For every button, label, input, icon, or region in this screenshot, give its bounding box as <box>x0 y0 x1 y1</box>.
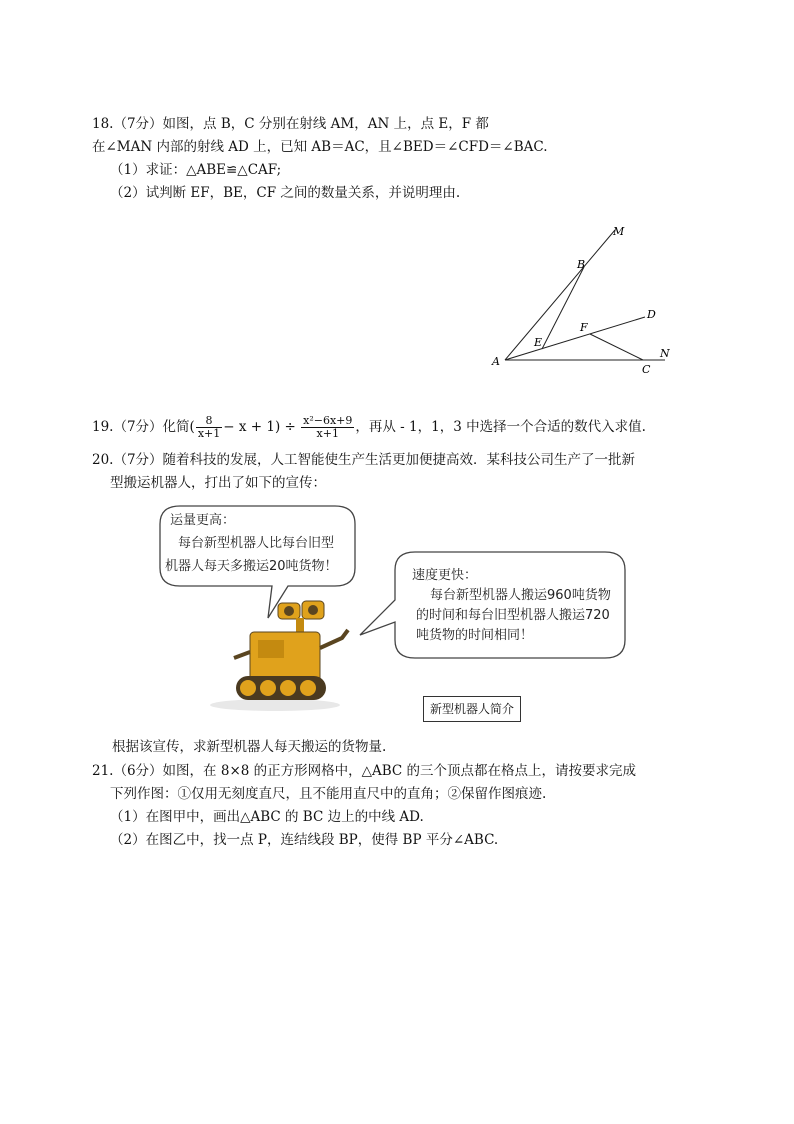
bubble1-line1: 每台新型机器人比每台旧型 <box>178 536 335 551</box>
q19-line <box>92 414 646 440</box>
robot-image <box>210 601 348 711</box>
label-f: F <box>580 321 588 334</box>
q21-part1: （1）在图甲中，画出△ABC 的 BC 边上的中线 AD. <box>110 809 424 825</box>
q18-line2: 在∠MAN 内部的射线 AD 上，已知 AB＝AC，且∠BED＝∠CFD＝∠BAC. <box>92 139 548 155</box>
q19-fraction-2 <box>301 415 354 440</box>
q21-line1: 21.（6分）如图，在 8×8 的正方形网格中，△ABC 的三个顶点都在格点上，请按要求完成 <box>92 763 637 779</box>
ray-ad <box>505 317 645 360</box>
q20-question: 根据该宣传，求新型机器人每天搬运的货物量. <box>112 739 387 755</box>
q18-part2: （2）试判断 EF，BE，CF 之间的数量关系，并说明理由. <box>110 185 461 201</box>
q19-frac1-denominator: x+1 <box>197 427 221 440</box>
segment-be <box>542 267 584 349</box>
label-e: E <box>534 336 543 349</box>
label-d: D <box>647 308 656 321</box>
q20-line1: 20.（7分）随着科技的发展，人工智能使生产生活更加便捷高效．某科技公司生产了一批新 <box>92 452 636 468</box>
bubble2-line2: 的时间和每台旧型机器人搬运720 <box>416 608 610 623</box>
q19-suffix: ，再从 - 1，1，3 中选择一个合适的数代入求值. <box>355 419 646 435</box>
q18-geometry-figure <box>480 215 680 380</box>
label-a: A <box>492 355 500 368</box>
q19-prefix: 19.（7分）化简( <box>92 419 195 435</box>
bubble1-line2: 机器人每天多搬运20吨货物！ <box>165 559 338 574</box>
q18-part1: （1）求证：△ABE≌△CAF; <box>110 162 282 178</box>
label-b: B <box>577 258 586 271</box>
segment-cf <box>590 334 643 360</box>
q19-frac1-numerator: 8 <box>196 415 222 428</box>
ray-am <box>505 230 615 360</box>
bubble2-line1: 每台新型机器人搬运960吨货物 <box>430 588 611 603</box>
bubble2-title: 速度更快： <box>412 568 478 583</box>
q19-mid: − x + 1) ÷ <box>223 419 296 435</box>
q20-line2: 型搬运机器人，打出了如下的宣传： <box>110 475 326 491</box>
label-m: M <box>613 225 625 238</box>
q19-fraction-1 <box>196 415 222 440</box>
label-n: N <box>660 347 670 360</box>
q19-frac2-denominator: x+1 <box>316 427 339 440</box>
robot-caption: 新型机器人简介 <box>423 696 521 722</box>
label-c: C <box>642 363 651 376</box>
bubble1-title: 运量更高： <box>170 513 236 528</box>
q18-line1: 18.（7分）如图，点 B，C 分别在射线 AM，AN 上，点 E，F 都 <box>92 116 489 132</box>
bubble2-line3: 吨货物的时间相同！ <box>416 628 534 643</box>
q19-frac2-numerator: x²−6x+9 <box>303 414 353 427</box>
q21-line2: 下列作图：①仅用无刻度直尺，且不能用直尺中的直角；②保留作图痕迹. <box>110 786 547 802</box>
q21-part2: （2）在图乙中，找一点 P，连结线段 BP，使得 BP 平分∠ABC. <box>110 832 499 848</box>
